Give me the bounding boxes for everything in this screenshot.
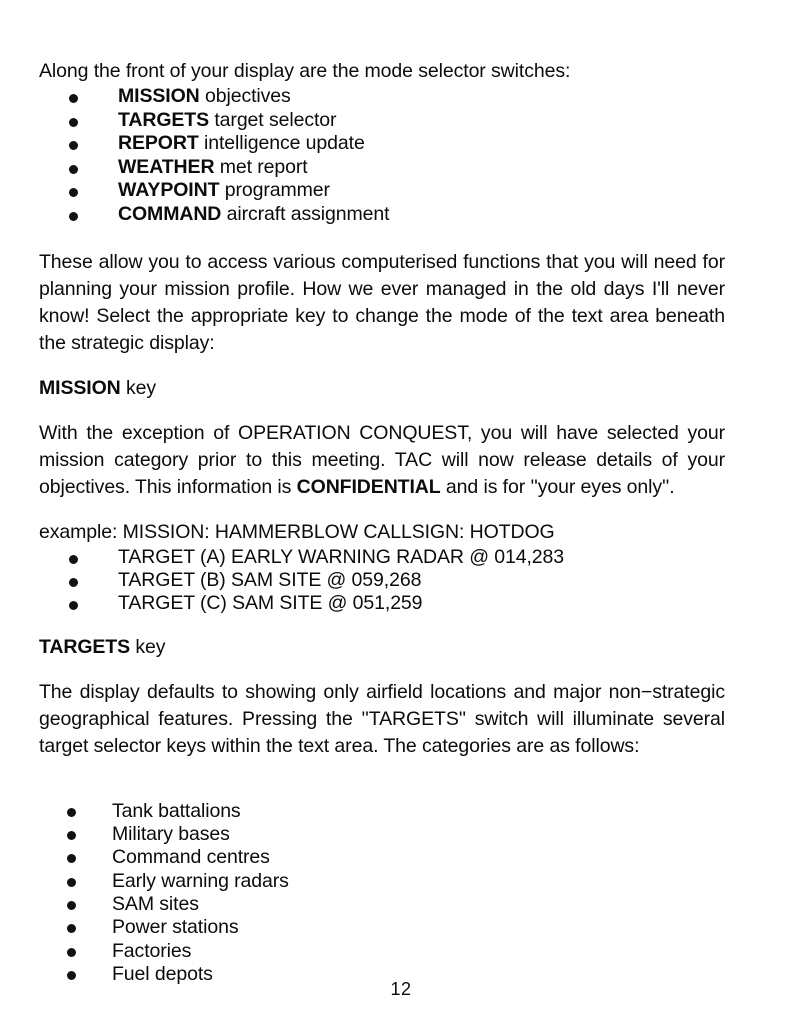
example-target-list <box>39 546 725 616</box>
bullet-icon <box>69 578 78 587</box>
mode-name: WAYPOINT <box>118 179 220 202</box>
bullet-icon <box>69 188 78 197</box>
list-item <box>39 85 725 109</box>
list-item <box>39 179 725 203</box>
mode-desc: programmer <box>224 179 330 202</box>
list-item <box>39 203 725 227</box>
list-item <box>39 132 725 156</box>
mode-desc: intelligence update <box>204 132 365 155</box>
target-categories-list <box>39 800 725 986</box>
category-label: Tank battalions <box>112 799 241 822</box>
list-item <box>39 846 725 869</box>
list-item <box>39 156 725 180</box>
page-number: 12 <box>390 979 412 999</box>
mode-name: REPORT <box>118 132 199 155</box>
category-label: Command centres <box>112 846 270 869</box>
bullet-icon <box>69 212 78 221</box>
targets-key-heading <box>39 634 725 661</box>
bullet-icon <box>69 165 78 174</box>
list-item <box>39 940 725 963</box>
targets-key-heading-rest: key <box>130 635 166 658</box>
list-item <box>39 870 725 893</box>
mode-desc: target selector <box>214 108 337 131</box>
mode-desc: objectives <box>204 85 291 107</box>
mode-name: COMMAND <box>118 202 222 225</box>
bullet-icon <box>69 141 78 150</box>
list-item <box>39 916 725 939</box>
mission-key-heading-rest: key <box>120 376 157 399</box>
mode-desc: met report <box>219 155 308 178</box>
mode-name: MISSION <box>118 85 200 107</box>
category-label: Factories <box>112 939 192 962</box>
mode-name: TARGETS <box>118 108 210 131</box>
bullet-icon <box>67 831 76 840</box>
bullet-icon <box>69 555 78 564</box>
intro-line: Along the front of your display are the mode selector switches: <box>39 60 571 82</box>
bullet-icon <box>67 854 76 863</box>
mission-key-heading <box>39 375 725 402</box>
bullet-icon <box>69 94 78 103</box>
mode-name: WEATHER <box>118 155 215 178</box>
example-line: example: MISSION: HAMMERBLOW CALLSIGN: HOTDOG <box>39 520 555 543</box>
mission-key-heading-bold: MISSION <box>39 376 121 399</box>
bullet-icon <box>69 118 78 127</box>
example-target: TARGET (B) SAM SITE @ 059,268 <box>118 568 422 591</box>
category-label: SAM sites <box>112 892 199 915</box>
paragraph-mission-part-a: With the exception of OPERATION CONQUEST, you will have selected your mission category prior to this meeting. TAC will now release details of your objectives. This information is <box>39 421 725 498</box>
bullet-icon <box>67 901 76 910</box>
example-target: TARGET (A) EARLY WARNING RADAR @ 014,283 <box>118 545 564 568</box>
paragraph-modes: These allow you to access various computerised functions that you will need for planning your mission profile. How we ever managed in the old days I'll never know! Select the appropriate key to change the mode of the text area beneath the strategic display: <box>39 250 725 354</box>
list-item <box>39 109 725 133</box>
bullet-icon <box>67 878 76 887</box>
bullet-icon <box>67 924 76 933</box>
list-item <box>39 800 725 823</box>
paragraph-mission <box>39 420 725 501</box>
paragraph-targets: The display defaults to showing only airfield locations and major non−strategic geographical features. Pressing the ''TARGETS'' switch will illuminate several target selector keys within the text area. The categories are as follows: <box>39 680 725 757</box>
mode-selector-list <box>39 85 725 227</box>
category-label: Military bases <box>112 823 230 846</box>
list-item <box>39 823 725 846</box>
category-label: Power stations <box>112 916 239 939</box>
bullet-icon <box>69 601 78 610</box>
bullet-icon <box>67 808 76 817</box>
example-target: TARGET (C) SAM SITE @ 051,259 <box>118 592 423 615</box>
mode-desc: aircraft assignment <box>226 202 390 225</box>
paragraph-mission-part-b: and is for ''your eyes only''. <box>440 475 675 498</box>
list-item <box>39 546 725 569</box>
list-item <box>39 893 725 916</box>
list-item <box>39 569 725 592</box>
list-item <box>39 592 725 615</box>
category-label: Early warning radars <box>112 869 289 892</box>
targets-key-heading-bold: TARGETS <box>39 635 131 658</box>
bullet-icon <box>67 948 76 957</box>
confidential-emphasis: CONFIDENTIAL <box>296 475 441 498</box>
category-label: Fuel depots <box>112 962 213 985</box>
